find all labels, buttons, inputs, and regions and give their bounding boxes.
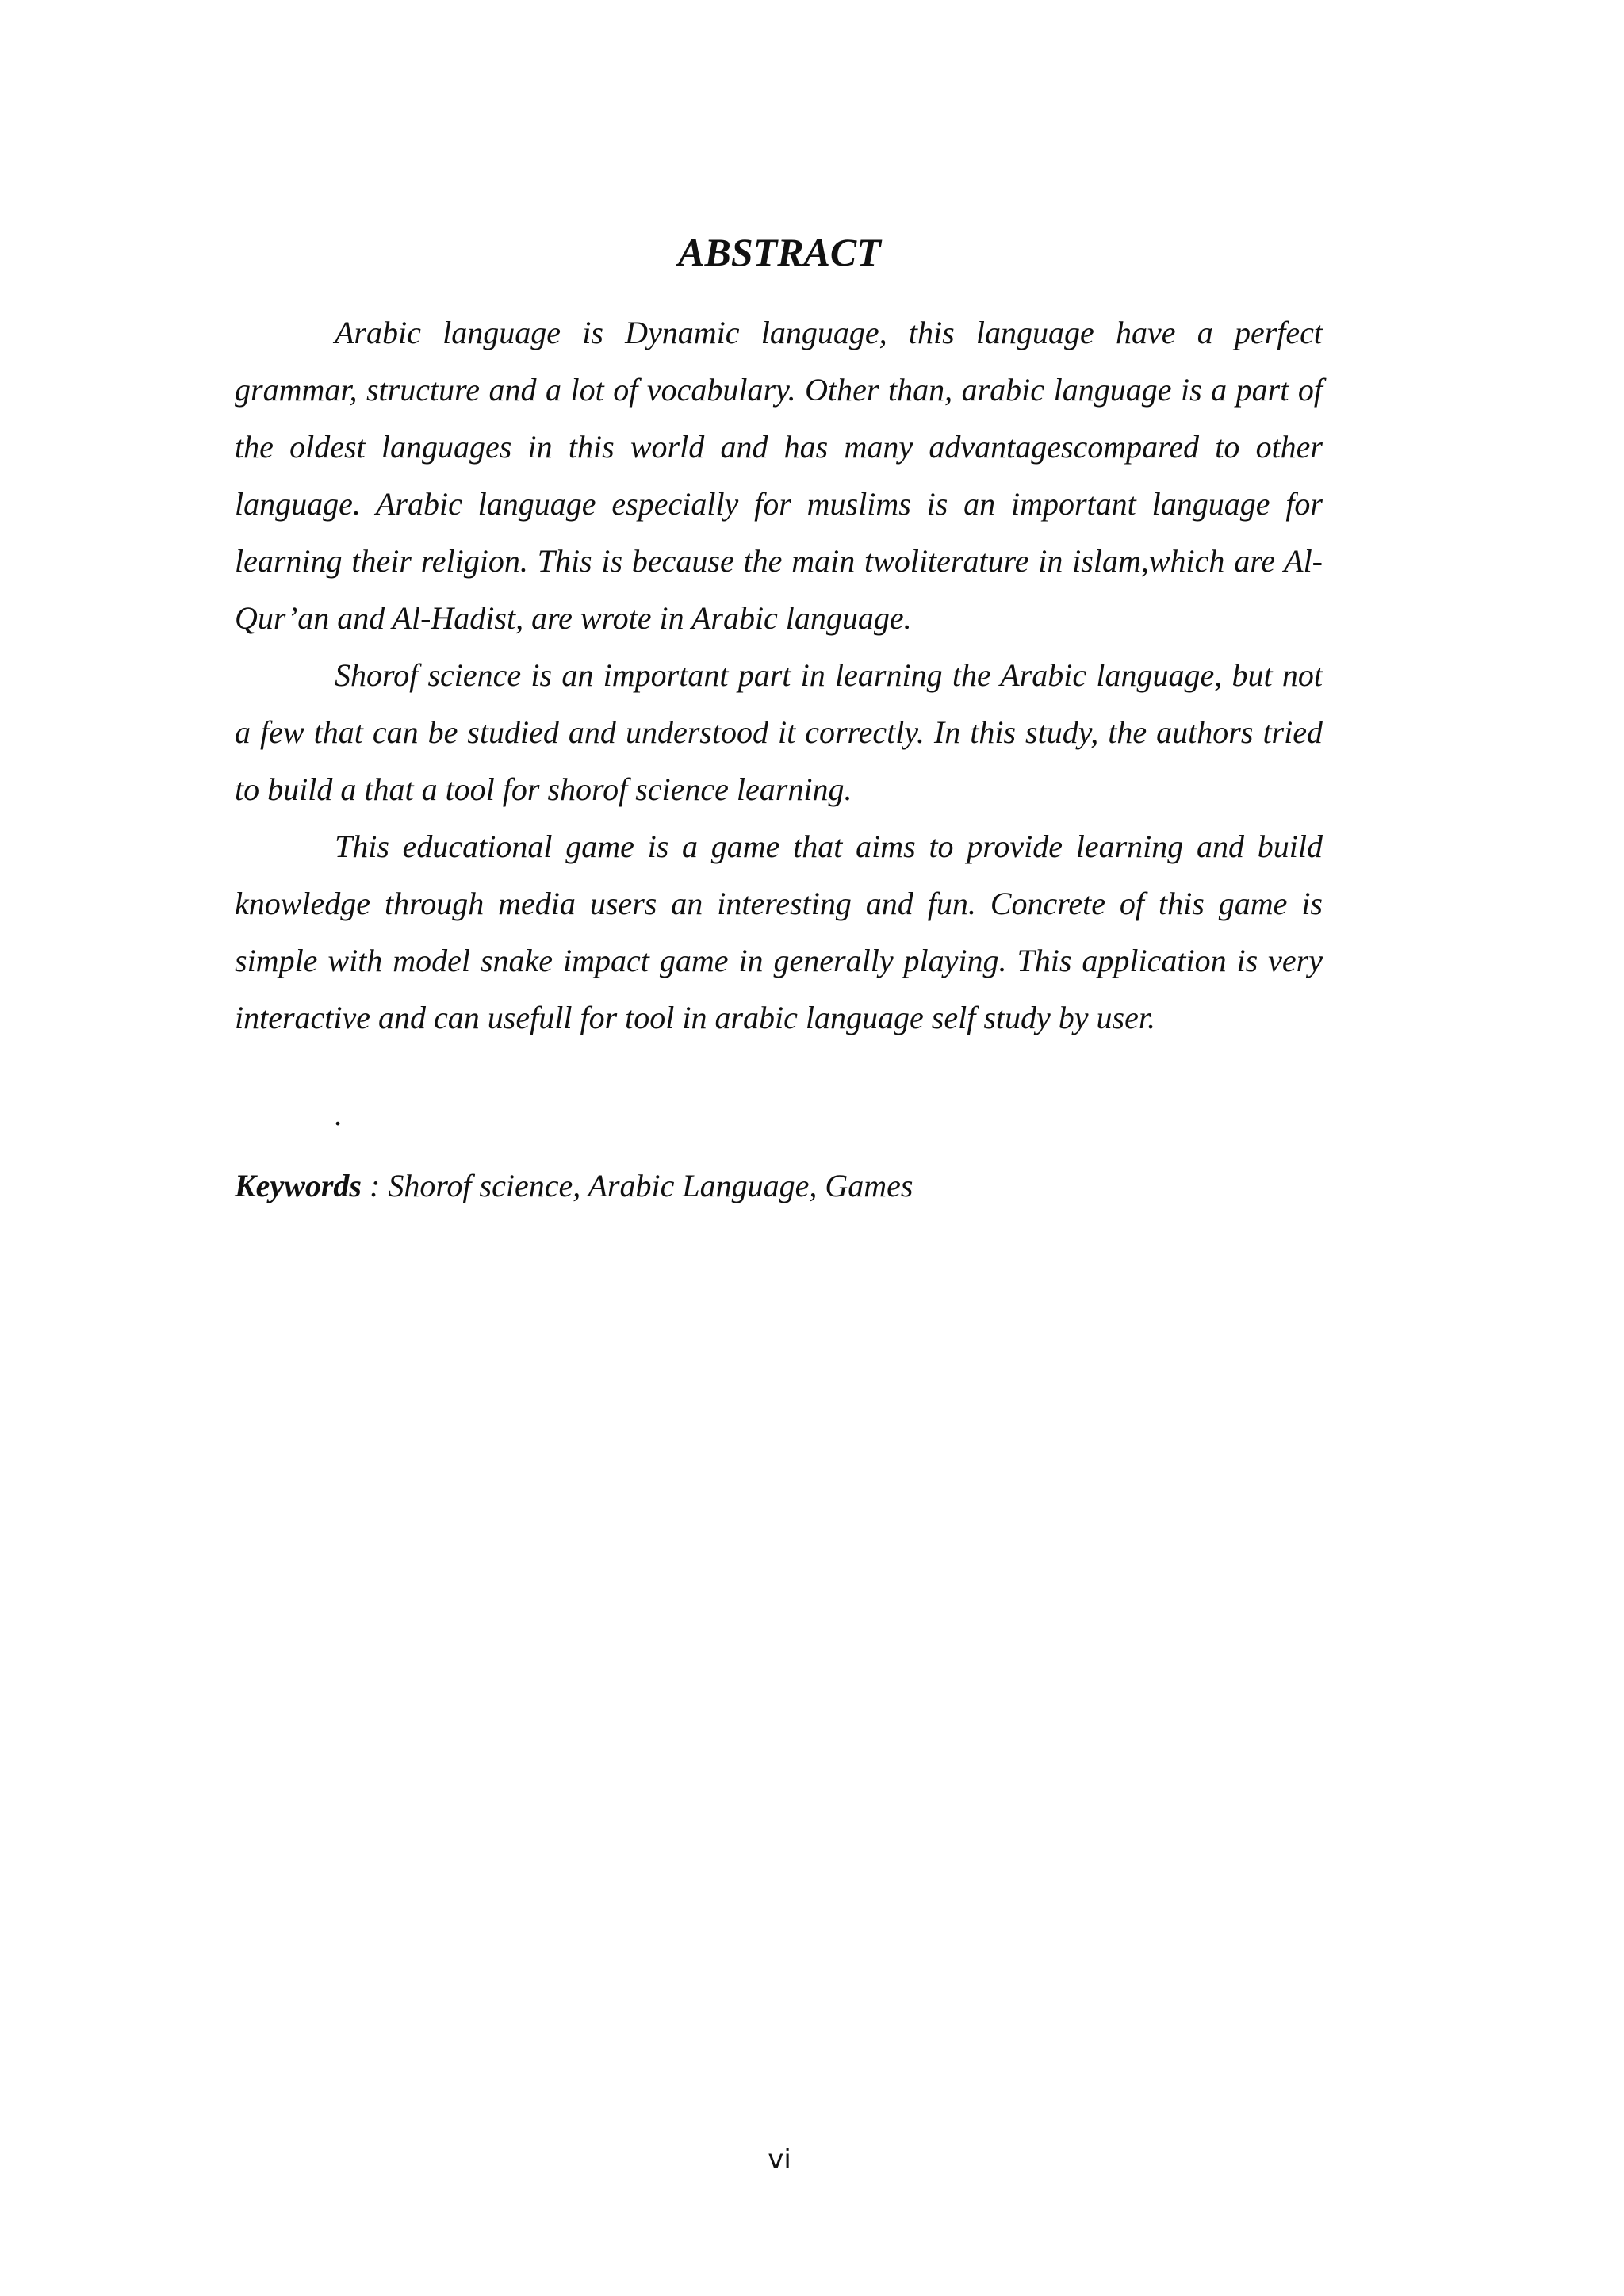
abstract-paragraph-1: Arabic language is Dynamic language, this language have a perfect grammar, structure and a lot of vocabulary. Other than, arabic language is a part of the oldest languages in this world and has many advantagescompared to other language. Arabic language especially for muslims is an important language for learning their religion. This is because the main twoliterature in islam,which are Al-Qur’an and Al-Hadist, are wrote in Arabic language. [235,315,1323,636]
separator-dot: . [335,1096,343,1132]
abstract-paragraph-3: This educational game is a game that aims to provide learning and build knowledge through media users an interesting and fun. Concrete of this game is simple with model snake impact game in generally playing. This application is very interactive and can usefull for tool in arabic language self study by user. [235,828,1323,1035]
page-number: vi [768,2144,791,2175]
abstract-paragraph-2: Shorof science is an important part in learning the Arabic language, but not a few that can be studied and understood it correctly. In this study, the authors tried to build a that a tool for shorof science learning. [235,657,1323,807]
abstract-body [235,304,1323,1047]
keywords-label: Keywords [235,1168,362,1203]
keywords-line [235,1158,1323,1215]
keywords-text: : Shorof science, Arabic Language, Games [362,1168,914,1203]
abstract-title: ABSTRACT [678,230,881,274]
